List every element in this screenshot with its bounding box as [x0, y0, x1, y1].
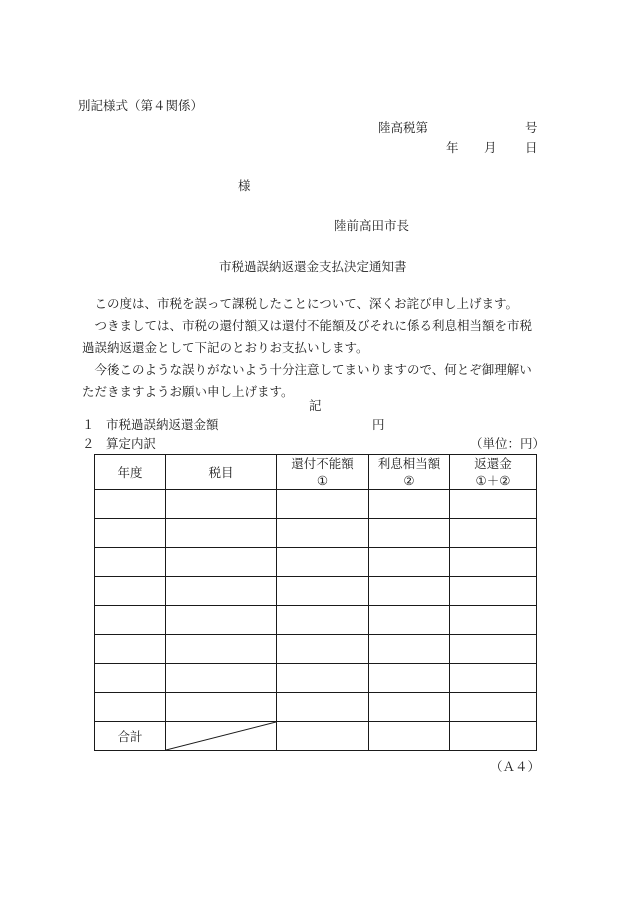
table-row	[95, 606, 537, 635]
table-cell[interactable]	[277, 577, 369, 606]
body-paragraph: つきましては、市税の還付額又は還付不能額及びそれに係る利息相当額を市税過誤納返還金として下記のとおりお支払いします。	[82, 318, 533, 355]
table-cell[interactable]	[277, 490, 369, 519]
table-cell[interactable]	[95, 664, 166, 693]
header-tax-item: 税目	[166, 455, 277, 490]
total-tax-item-slashed-cell	[166, 722, 277, 751]
diagonal-line	[166, 722, 276, 750]
table-header-row	[95, 455, 537, 490]
table-cell[interactable]	[450, 490, 537, 519]
body-paragraph: この度は、市税を誤って課税したことについて、深くお詫び申し上げます。	[94, 296, 519, 311]
calculation-table	[94, 454, 537, 751]
addressee-suffix: 様	[238, 178, 251, 193]
table-cell[interactable]	[450, 606, 537, 635]
table-cell[interactable]	[277, 635, 369, 664]
table-cell[interactable]	[369, 606, 450, 635]
table-cell[interactable]	[369, 577, 450, 606]
table-cell[interactable]	[277, 548, 369, 577]
item-1-label: 市税過誤納返還金額	[106, 417, 219, 432]
table-row	[95, 548, 537, 577]
table-cell[interactable]	[95, 693, 166, 722]
total-label: 合計	[95, 722, 166, 751]
ki-label: 記	[309, 398, 322, 413]
table-cell[interactable]	[369, 693, 450, 722]
table-cell[interactable]	[95, 606, 166, 635]
table-cell[interactable]	[166, 606, 277, 635]
body-paragraph: 今後このような誤りがないよう十分注意してまいりますので、何とぞ御理解いただきますようお願い申し上げます。	[82, 362, 532, 399]
total-cell[interactable]	[277, 722, 369, 751]
issuer: 陸前高田市長	[334, 218, 410, 233]
table-cell[interactable]	[95, 490, 166, 519]
paper-size: （Ａ４）	[490, 759, 541, 774]
table-cell[interactable]	[369, 664, 450, 693]
table-cell[interactable]	[369, 635, 450, 664]
table-cell[interactable]	[166, 490, 277, 519]
table-cell[interactable]	[450, 635, 537, 664]
date-month: 月	[484, 140, 497, 155]
table-cell[interactable]	[95, 519, 166, 548]
table-cell[interactable]	[450, 577, 537, 606]
table-cell[interactable]	[277, 693, 369, 722]
table-row	[95, 664, 537, 693]
table-cell[interactable]	[450, 664, 537, 693]
header-refund-amount: 返還金 ①＋②	[450, 455, 537, 490]
table-cell[interactable]	[166, 519, 277, 548]
notice-number-prefix: 陸高税第	[378, 120, 429, 135]
table-cell[interactable]	[450, 519, 537, 548]
table-cell[interactable]	[277, 664, 369, 693]
table-cell[interactable]	[450, 548, 537, 577]
item-1-number: １	[82, 417, 95, 432]
unit-note: （単位：円）	[470, 436, 546, 451]
header-unrefundable-amount: 還付不能額 ①	[277, 455, 369, 490]
item-2-number: ２	[82, 436, 95, 451]
form-label: 別記様式（第４関係）	[78, 98, 204, 113]
table-cell[interactable]	[166, 664, 277, 693]
table-cell[interactable]	[277, 606, 369, 635]
header-interest-amount: 利息相当額 ②	[369, 455, 450, 490]
table-cell[interactable]	[166, 548, 277, 577]
table-cell[interactable]	[95, 577, 166, 606]
table-cell[interactable]	[369, 519, 450, 548]
document-title: 市税過誤納返還金支払決定通知書	[219, 259, 407, 274]
header-fiscal-year: 年度	[95, 455, 166, 490]
item-1-unit: 円	[372, 417, 385, 432]
table-cell[interactable]	[166, 693, 277, 722]
table-cell[interactable]	[95, 635, 166, 664]
table-row	[95, 693, 537, 722]
notice-number-suffix: 号	[525, 120, 538, 135]
table-row	[95, 490, 537, 519]
body-text	[82, 293, 542, 403]
table-cell[interactable]	[450, 693, 537, 722]
date-day: 日	[525, 140, 538, 155]
total-cell[interactable]	[450, 722, 537, 751]
table-cell[interactable]	[277, 519, 369, 548]
total-cell[interactable]	[369, 722, 450, 751]
table-cell[interactable]	[95, 548, 166, 577]
table-cell[interactable]	[369, 548, 450, 577]
total-row	[95, 722, 537, 751]
table-cell[interactable]	[166, 577, 277, 606]
item-2-label: 算定内訳	[106, 436, 157, 451]
table-row	[95, 577, 537, 606]
table-cell[interactable]	[166, 635, 277, 664]
table-row	[95, 519, 537, 548]
date-year: 年	[446, 140, 459, 155]
table-cell[interactable]	[369, 490, 450, 519]
table-row	[95, 635, 537, 664]
